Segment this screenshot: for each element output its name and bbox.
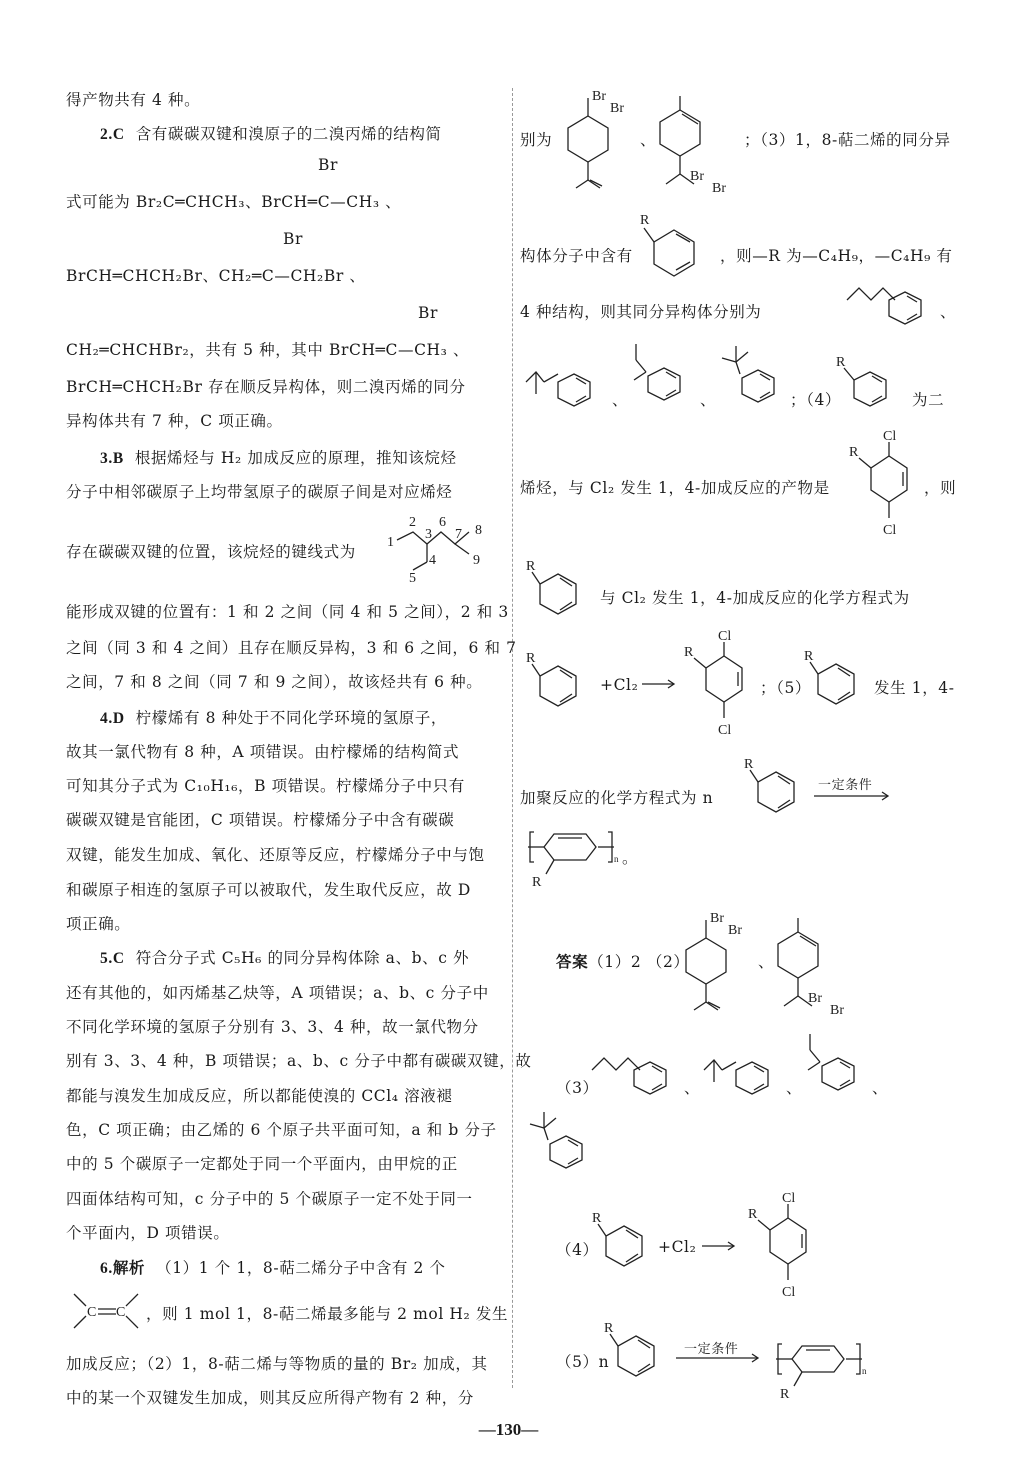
reaction-condition: 一定条件 [684,1342,739,1357]
question-number: 2. [100,126,113,143]
svg-text:R: R [748,1207,758,1222]
answer-4-label: （4） [556,1241,599,1259]
text-line: 烯烃，与 Cl₂ 发生 1，4-加成反应的产物是 [520,479,830,497]
text-line: 式可能为 Br₂C═CHCH₃、BrCH═C—CH₃ 、 [66,193,402,211]
tert-butyl-cyclohexadiene [524,1110,596,1182]
column-divider [512,88,513,1388]
text-line: 四面体结构可知，c 分子中的 5 个碳原子一定不处于同一 [66,1190,473,1208]
text-line: 4 种结构，则其同分异构体分别为 [520,303,762,321]
polymer-product [522,822,622,894]
svg-text:1: 1 [387,535,394,550]
text-line: 中的某一个双键发生加成，则其反应所得产物有 2 种，分 [66,1389,474,1407]
question-2-line [100,122,442,144]
question-6-line [100,1256,446,1278]
answer-3-label: （3） [556,1079,599,1097]
separator: 、 [640,131,657,149]
substituent-label: Br [283,230,303,248]
answer-label: 答案 [556,952,589,971]
svg-text:Cl: Cl [718,723,732,738]
text: 含有碳碳双键和溴原子的二溴丙烯的结构简 [135,125,442,143]
text-line: ；（4） [790,391,842,409]
text-line: 个平面内，D 项错误。 [66,1224,230,1242]
text-line: 都能与溴发生加成反应，所以都能使溴的 CCl₄ 溶液褪 [66,1087,453,1105]
svg-text:Br: Br [830,1003,844,1018]
separator: 、 [872,1079,889,1097]
alkene-double-bond-structure [70,1290,145,1336]
text-line: 项正确。 [66,915,131,933]
question-5-line [100,946,469,968]
text: 柠檬烯有 8 种处于不同化学环境的氢原子， [135,709,448,727]
text-line: 分子中相邻碳原子上均带氢原子的碳原子间是对应烯烃 [66,483,453,501]
substituent-label: Br [418,304,438,322]
reaction-condition: 一定条件 [818,778,873,793]
dibromide-product-1 [558,86,638,194]
text-line: 得产物共有 4 种。 [66,91,201,109]
r-cyclohexadiene [740,752,814,822]
dibromide-product-1 [676,908,756,1016]
text-line: BrCH═CHCH₂Br 存在顺反异构体，则二溴丙烯的同分 [66,378,466,396]
reagent-text: +Cl₂ [658,1238,697,1256]
text-line: 发生 1，4- [874,679,955,697]
question-number: 5. [100,950,113,967]
question-number: 6. [100,1260,113,1277]
answer-letter: D [112,710,125,727]
question-3-line [100,446,457,468]
svg-text:2: 2 [409,515,416,530]
substituent-label: Br [318,156,338,174]
reaction-arrow [674,1352,764,1364]
text-line: 不同化学环境的氢原子分别有 3、3、4 种，故一氯代物分 [66,1018,479,1036]
dichloro-addition-product [845,428,925,546]
svg-text:C: C [87,1305,97,1320]
dibromide-product-2 [650,90,740,200]
dichloro-addition-product [680,628,760,740]
sec-butyl-cyclohexadiene [800,1030,870,1106]
svg-text:9: 9 [473,553,480,568]
isobutyl-cyclohexadiene [522,364,604,416]
r-cyclohexadiene [800,644,870,714]
text-line: 存在碳碳双键的位置，该烷烃的键线式为 [66,543,356,561]
text-line: 可知其分子式为 C₁₀H₁₆，B 项错误。柠檬烯分子中只有 [66,777,465,795]
text-line: 与 Cl₂ 发生 1，4-加成反应的化学方程式为 [600,589,910,607]
text-line: 别有 3、3、4 种，B 项错误；a、b、c 分子中都有碳碳双键，故 [66,1052,532,1070]
dichloro-addition-product [744,1190,824,1302]
svg-text:8: 8 [475,523,482,538]
answer-letter: C [112,950,125,967]
text-line: 色，C 项正确；由乙烯的 6 个原子共平面可知，a 和 b 分子 [66,1121,497,1139]
separator: 、 [940,303,957,321]
svg-text:R: R [780,1387,790,1402]
text-line: ，则 1 mol 1，8-萜二烯最多能与 2 mol H₂ 发生 [146,1305,509,1323]
text-line: 异构体共有 7 种，C 项正确。 [66,412,283,430]
svg-text:7: 7 [455,527,462,542]
question-number: 3. [100,450,113,467]
svg-text:R: R [592,1211,602,1226]
svg-text:C: C [116,1305,126,1320]
svg-text:5: 5 [409,571,416,586]
svg-text:Br: Br [728,923,742,938]
alkane-skeletal-structure [385,512,500,586]
separator: 、 [684,1079,701,1097]
text-line: 构体分子中含有 [520,247,633,265]
r-cyclohexadiene [600,1316,674,1386]
r-cyclohexadiene [588,1206,662,1276]
separator: 、 [758,953,775,971]
svg-text:R: R [836,355,846,370]
svg-text:Br: Br [710,911,724,926]
sec-butyl-cyclohexadiene [626,340,696,416]
text-line: BrCH═CHCH₂Br、CH₂═C—CH₂Br 、 [66,267,366,285]
text-line: ，则—R 为—C₄H₉，—C₄H₉ 有 [720,247,953,265]
reaction-arrow [812,790,892,802]
r-cyclohexadiene [640,208,720,278]
separator: 、 [700,391,717,409]
n-butyl-cyclohexadiene [590,1052,680,1104]
answer-line [556,950,690,972]
text-line: 能形成双键的位置有：1 和 2 之间（同 4 和 5 之间），2 和 3 [66,603,509,621]
text: 符合分子式 C₅H₆ 的同分异构体除 a、b、c 外 [135,949,470,967]
svg-text:R: R [744,757,754,772]
answer-letter: B [112,450,124,467]
text-line: CH₂═CHCHBr₂，共有 5 种，其中 BrCH═C—CH₃ 、 [66,341,470,359]
svg-text:Cl: Cl [782,1191,796,1206]
reaction-arrow [700,1240,740,1252]
answer-text: （1）2 （2） [588,953,690,971]
svg-text:R: R [604,1321,614,1336]
svg-text:Br: Br [712,181,726,196]
r-cyclohexadiene [522,646,596,716]
n-butyl-cyclohexadiene [845,282,935,332]
r-cyclohexadiene [836,356,906,418]
polymer-product [770,1334,870,1406]
tert-butyl-cyclohexadiene [716,344,788,416]
text-line: 中的 5 个碳原子一定都处于同一个平面内，由甲烷的正 [66,1155,458,1173]
svg-text:Br: Br [610,101,624,116]
svg-text:Cl: Cl [883,429,897,444]
svg-text:4: 4 [429,553,436,568]
svg-text:Br: Br [592,89,606,104]
svg-text:Cl: Cl [782,1285,796,1300]
question-4-line [100,706,447,728]
separator: 、 [612,391,629,409]
text-line: 双键，能发生加成、氧化、还原等反应，柠檬烯分子中与饱 [66,846,485,864]
svg-text:n: n [614,854,619,864]
separator: 、 [786,1079,803,1097]
text: （1）1 个 1，8-萜二烯分子中含有 2 个 [156,1259,446,1277]
answer-letter: C [112,126,125,143]
isobutyl-cyclohexadiene [700,1052,782,1104]
text-line: ，则 [924,479,957,497]
text-line: ；（3）1，8-萜二烯的同分异 [744,131,951,149]
text: 根据烯烃与 H₂ 加成反应的原理，推知该烷烃 [134,449,457,467]
svg-text:R: R [526,651,536,666]
analysis-label: 解析 [112,1258,146,1277]
svg-text:3: 3 [425,527,432,542]
text-line: 和碳原子相连的氢原子可以被取代，发生取代反应，故 D [66,881,471,899]
r-cyclohexadiene [522,554,596,624]
svg-text:R: R [804,649,814,664]
period: 。 [622,849,639,867]
text-line: 之间，7 和 8 之间（同 7 和 9 之间），故该烃共有 6 种。 [66,673,483,691]
text-line: 之间（同 3 和 4 之间）且存在顺反异构，3 和 6 之间，6 和 7 [66,639,517,657]
text-line: 加聚反应的化学方程式为 n [520,789,714,807]
text-line: 还有其他的，如丙烯基乙炔等，A 项错误；a、b、c 分子中 [66,984,489,1002]
svg-text:Br: Br [690,169,704,184]
reagent-text: +Cl₂ [600,676,639,694]
svg-text:6: 6 [439,515,446,530]
svg-text:R: R [849,445,859,460]
text-line: 为二 [912,391,945,409]
text-line: 故其一氯代物有 8 种，A 项错误。由柠檬烯的结构简式 [66,743,460,761]
svg-text:n: n [862,1366,867,1376]
svg-text:R: R [532,875,542,890]
text-line: ；（5） [760,679,812,697]
svg-text:Cl: Cl [883,523,897,538]
reaction-arrow [640,678,680,690]
svg-text:R: R [640,213,650,228]
question-number: 4. [100,710,113,727]
svg-text:R: R [526,559,536,574]
text-line: 别为 [520,131,553,149]
page-number: —130— [478,1420,539,1439]
svg-text:R: R [684,645,694,660]
svg-text:Cl: Cl [718,629,732,644]
svg-text:Br: Br [808,991,822,1006]
answer-5-label: （5）n [556,1353,610,1371]
dibromide-product-2 [768,912,858,1024]
text-line: 加成反应；（2）1，8-萜二烯与等物质的量的 Br₂ 加成，其 [66,1355,488,1373]
text-line: 碳碳双键是官能团，C 项错误。柠檬烯分子中含有碳碳 [66,811,455,829]
